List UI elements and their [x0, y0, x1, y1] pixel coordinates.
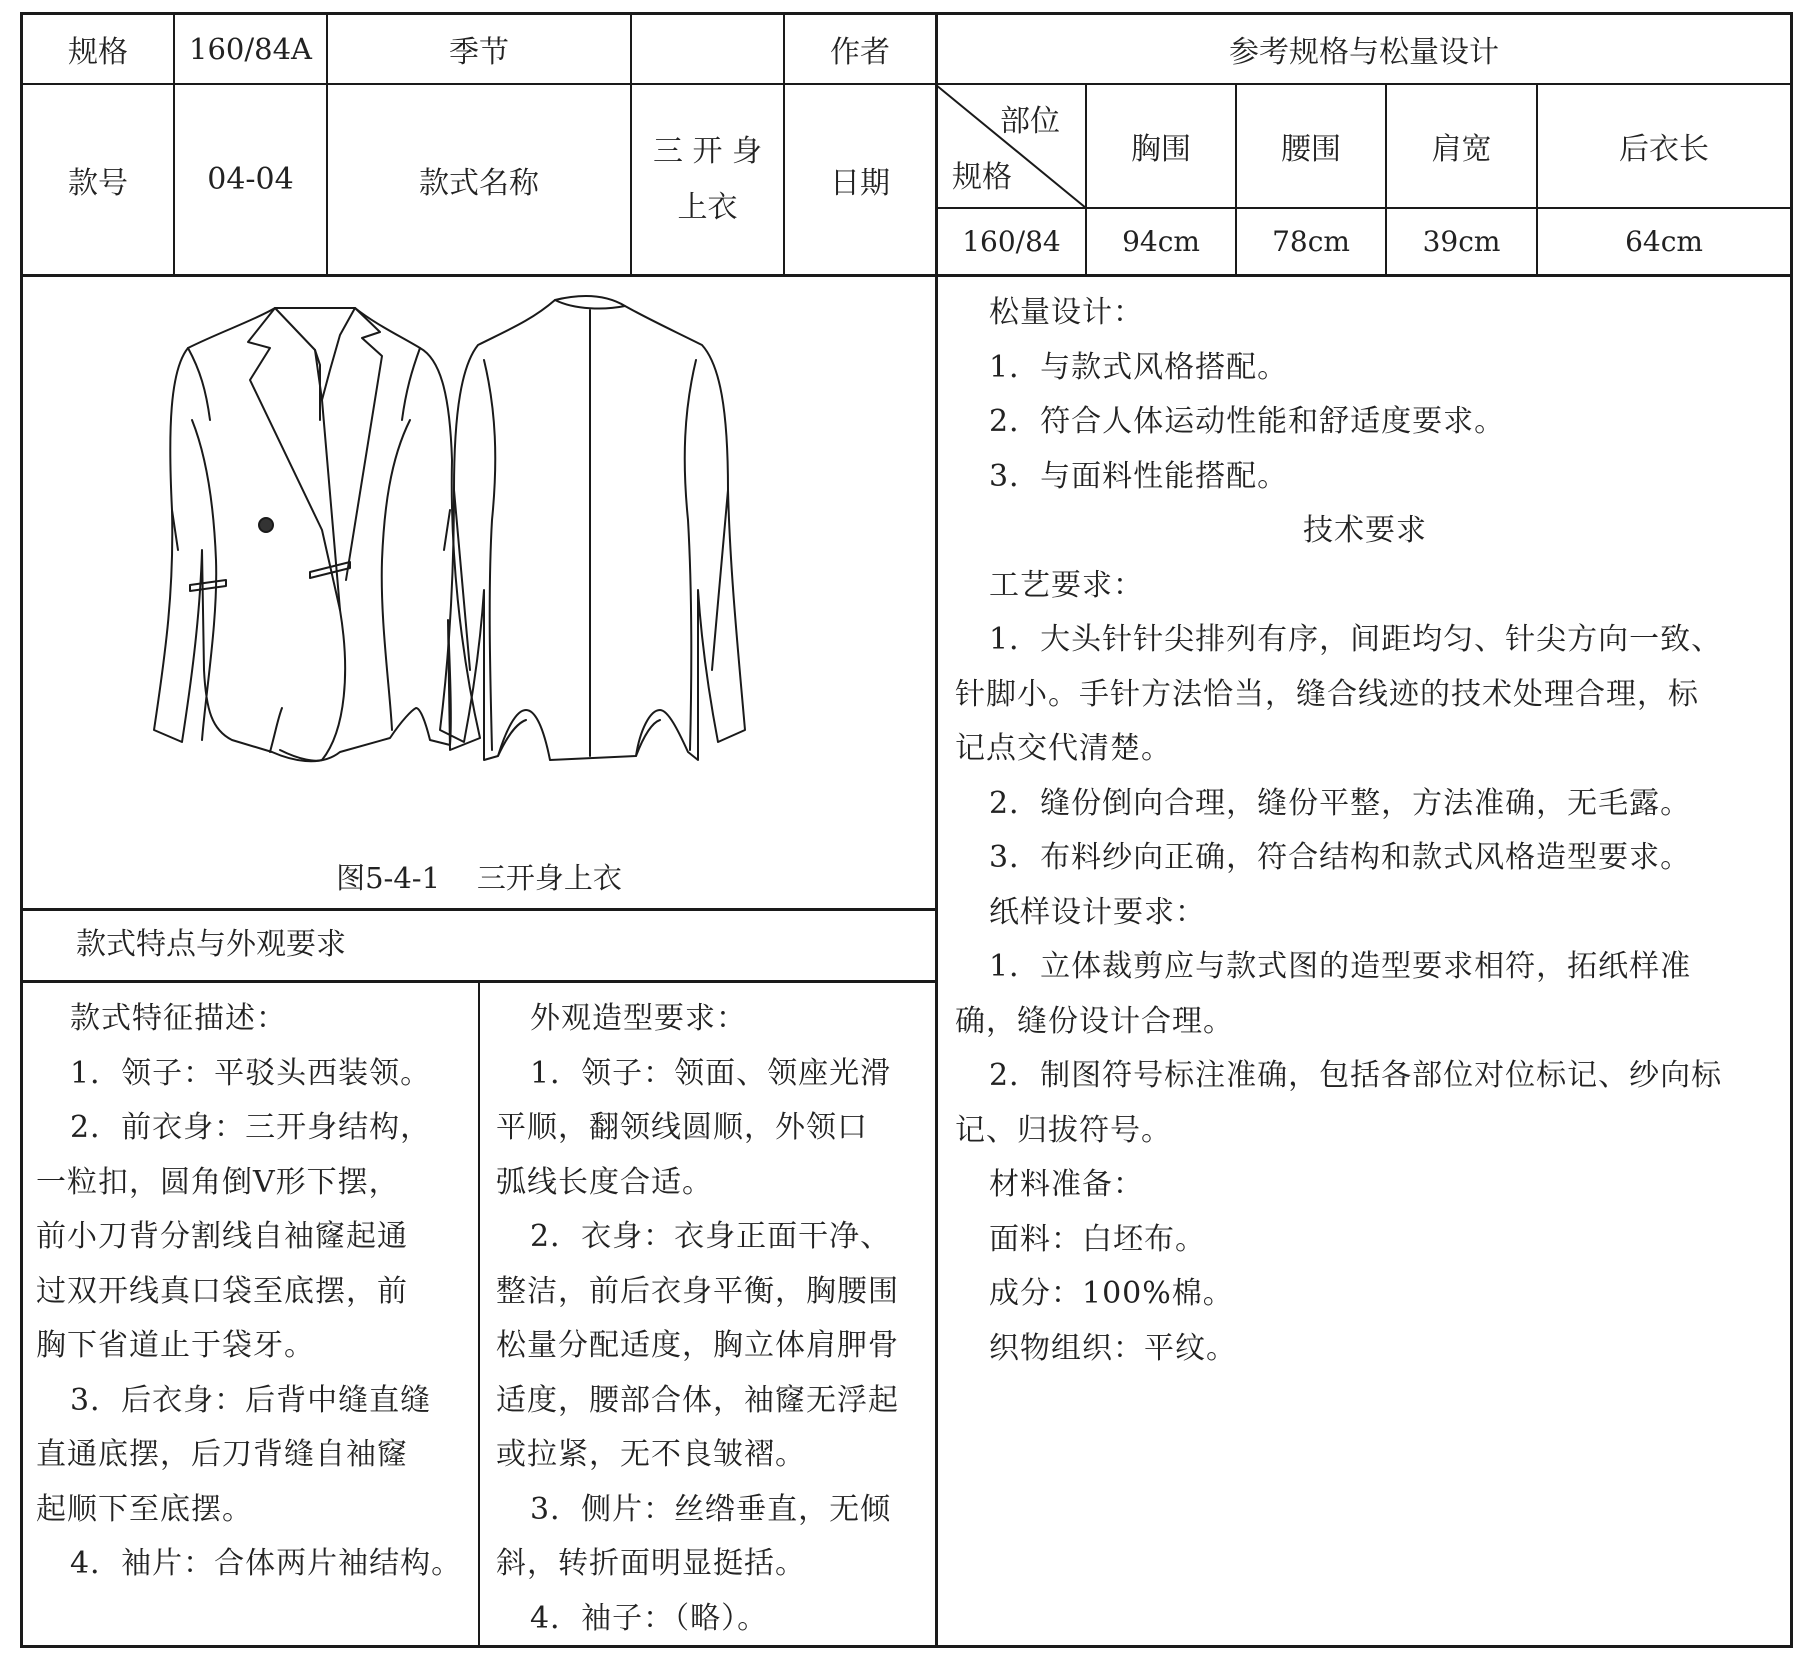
- text-line: 1．领子：领面、领座光滑: [530, 1055, 892, 1091]
- jacket-illustration: [150, 290, 800, 810]
- tech-requirements-heading: 技术要求: [1303, 513, 1427, 548]
- style-features-text: [36, 992, 476, 1592]
- value-back-length: 64cm: [1625, 225, 1703, 258]
- text-line: 4．袖子：（略）。: [530, 1600, 769, 1636]
- text-line: 过双开线真口袋至底摆，前: [36, 1273, 408, 1309]
- text-line: 成分：100%棉。: [989, 1276, 1234, 1311]
- text-line: 平顺，翻领线圆顺，外领口: [496, 1110, 868, 1145]
- value-waist: 78cm: [1272, 225, 1350, 258]
- appearance-requirements-text: [496, 992, 932, 1646]
- text-line: 起顺下至底摆。: [36, 1491, 253, 1527]
- row-label: 160/84: [962, 225, 1061, 258]
- col-waist: 腰围: [1281, 132, 1341, 167]
- text-line: 斜，转折面明显挺括。: [496, 1546, 806, 1581]
- text-line: 材料准备：: [989, 1167, 1144, 1202]
- text-line: 3．布料纱向正确，符合结构和款式风格造型要求。: [989, 840, 1692, 875]
- corner-bottom-label: 规格: [952, 160, 1012, 195]
- text-line: 1．与款式风格搭配。: [989, 349, 1289, 385]
- style-name-line2: 上衣: [677, 189, 738, 225]
- text-line: 记、归拔符号。: [955, 1112, 1172, 1148]
- divider: [20, 908, 937, 911]
- text-line: 胸下省道止于袋牙。: [36, 1328, 315, 1363]
- text-line: 松量分配适度，胸立体肩胛骨: [496, 1328, 899, 1363]
- col-chest: 胸围: [1131, 132, 1191, 167]
- text-line: 1．大头针针尖排列有序，间距均匀、针尖方向一致、: [989, 622, 1723, 657]
- text-line: 外观造型要求：: [530, 1001, 747, 1036]
- style-name-value: [632, 85, 783, 274]
- text-line: 针脚小。手针方法恰当，缝合线迹的技术处理合理，标: [955, 676, 1699, 712]
- text-line: 前小刀背分割线自袖窿起通: [36, 1219, 408, 1254]
- corner-top-label: 部位: [1000, 104, 1060, 139]
- text-line: 面料：白坯布。: [989, 1221, 1206, 1257]
- value-chest: 94cm: [1122, 225, 1200, 258]
- author-label: 作者: [830, 35, 890, 70]
- text-line: 1．领子：平驳头西装领。: [70, 1055, 432, 1091]
- text-line: 工艺要求：: [989, 567, 1144, 603]
- figure-caption: 图5-4-1 三开身上衣: [336, 860, 622, 895]
- text-line: 1．立体裁剪应与款式图的造型要求相符，拓纸样准: [989, 949, 1692, 984]
- text-line: 3．后衣身：后背中缝直缝: [70, 1382, 432, 1418]
- season-value: [632, 15, 783, 83]
- text-line: 纸样设计要求：: [989, 894, 1206, 930]
- features-section-title: 款式特点与外观要求: [76, 927, 346, 962]
- text-line: 2．前衣身：三开身结构，: [70, 1110, 432, 1145]
- date-label: 日期: [830, 165, 890, 201]
- text-line: 记点交代清楚。: [955, 731, 1172, 766]
- text-line: 3．侧片：丝绺垂直，无倾: [530, 1491, 892, 1527]
- col-shoulder: 肩宽: [1431, 132, 1492, 167]
- text-line: 适度，腰部合体，袖窿无浮起: [496, 1382, 899, 1418]
- text-line: 款式特征描述：: [70, 1001, 287, 1036]
- spec-label: 规格: [68, 35, 128, 70]
- style-name-line1: 三 开 身: [652, 133, 763, 169]
- text-line: 织物组织：平纹。: [989, 1330, 1237, 1366]
- front-view: [154, 308, 480, 761]
- style-no-value: 04-04: [207, 162, 294, 197]
- spec-value: 160/84A: [189, 32, 312, 66]
- text-line: 4．袖片：合体两片袖结构。: [70, 1546, 463, 1581]
- text-line: 一粒扣，圆角倒V形下摆，: [36, 1164, 400, 1200]
- divider: [478, 982, 480, 1648]
- season-label: 季节: [449, 35, 509, 70]
- text-line: 2．缝份倒向合理，缝份平整，方法准确，无毛露。: [989, 785, 1692, 821]
- text-line: 松量设计：: [989, 295, 1144, 330]
- text-line: 3．与面料性能搭配。: [989, 458, 1289, 494]
- text-line: 弧线长度合适。: [496, 1164, 713, 1200]
- text-line: 或拉紧，无不良皱褶。: [496, 1437, 806, 1472]
- divider: [20, 274, 1793, 277]
- text-line: 2．衣身：衣身正面干净、: [530, 1219, 892, 1254]
- style-name-label: 款式名称: [419, 165, 539, 201]
- back-view: [440, 296, 745, 760]
- style-no-label: 款号: [68, 165, 128, 201]
- text-line: 2．符合人体运动性能和舒适度要求。: [989, 404, 1506, 439]
- text-line: 确，缝份设计合理。: [955, 1003, 1234, 1039]
- technical-requirements-text: [955, 286, 1785, 1376]
- text-line: 2．制图符号标注准确，包括各部位对位标记、纱向标: [989, 1058, 1723, 1093]
- text-line: 直通底摆，后刀背缝自袖窿: [36, 1437, 408, 1472]
- value-shoulder: 39cm: [1422, 225, 1501, 258]
- text-line: 整洁，前后衣身平衡，胸腰围: [496, 1273, 899, 1309]
- ref-title: 参考规格与松量设计: [1229, 35, 1499, 70]
- col-back-length: 后衣长: [1619, 132, 1709, 167]
